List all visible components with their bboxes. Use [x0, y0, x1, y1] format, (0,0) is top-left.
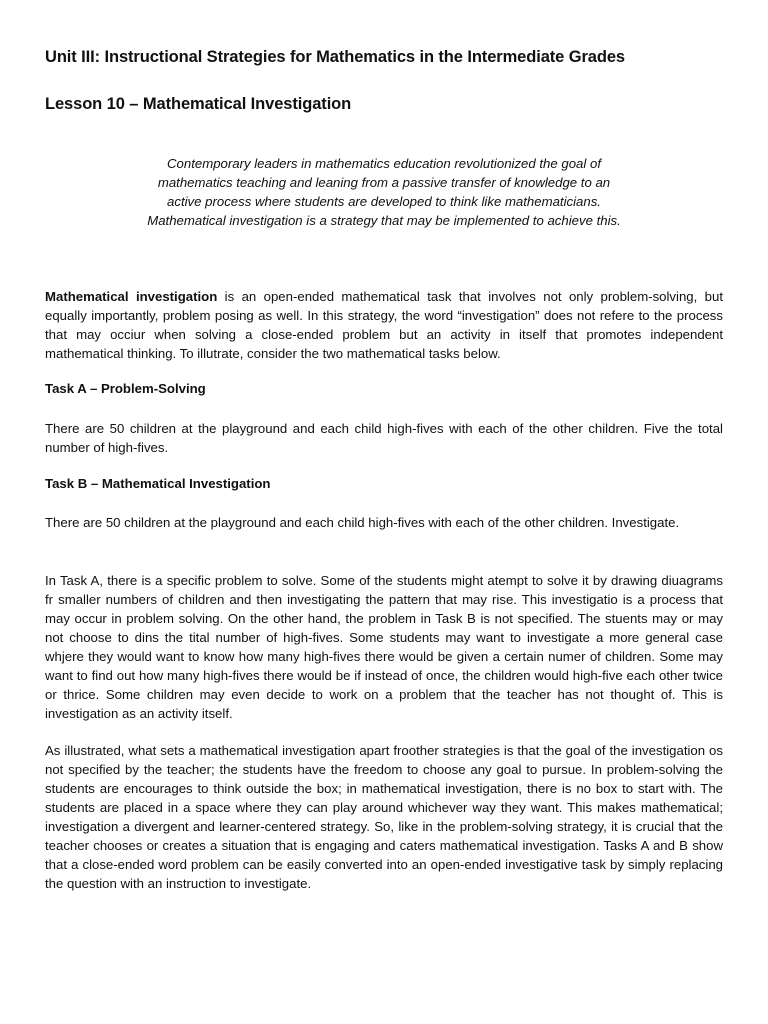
paragraph-conclusion: As illustrated, what sets a mathematical investigation apart froother strategies is that the goal of the investigation os not specified by the teacher; the students have the freedom to choose any goal to pursue. In problem-solving the students are encourages to think outside the box; in mathematical investigation, there is no box to start with. The students are placed in a space where they can play around whichever way they want. This makes mathematical; investigation a divergent and learner-centered strategy. So, like in the problem-solving strategy, it is crucial that the teacher chooses or creates a situation that is engaging and caters mathematical investigation. Tasks A and B show that a close-ended word problem can be easily converted into an open-ended investigative task by simply replacing the question with an instruction to investigate. — [45, 743, 723, 891]
task-a-text: There are 50 children at the playground and each child high-fives with each of the other children. Five the total number of high-fives. — [45, 421, 723, 455]
task-a-heading: Task A – Problem-Solving — [45, 381, 206, 396]
unit-title: Unit III: Instructional Strategies for Mathematics in the Intermediate Grades — [45, 48, 626, 66]
epigraph: Contemporary leaders in mathematics education revolutionized the goal of mathematics teaching and leaning from a passive transfer of knowledge to an active process where students are developed to think like mathematicians. Mathematical investigation is a strategy that may be implemented to achieve this. — [147, 156, 621, 228]
paragraph-task-comparison: In Task A, there is a specific problem to solve. Some of the students might atempt to solve it by drawing diuagrams fr smaller numbers of children and then investigating the pattern that may rise. This investigatio is a process that may occur in problem solving. On the other hand, the problem in Task B is not specified. The stuents may or may not choose to dins the tital number of high-fives. Some students may want to investigate a more general case whjere they would want to know how many high-fives there would be given a certain numer of children. Some may want to find out how many high-fives there would be if instead of once, the children would high-five each other twice or thrice. Some children may even decide to work on a problem that the teacher has not thought of. This is investigation as an activity itself. — [45, 573, 723, 721]
intro-text: is an open-ended mathematical task that involves not only problem-solving, but equally importantly, problem posing as well. In this strategy, the word “investigation” does not refere to the process that may occiur when solving a close-ended problem but an activity in itself that promotes independent mathematical thinking. To illutrate, consider the two mathematical tasks below. — [45, 289, 724, 361]
lesson-title: Lesson 10 – Mathematical Investigation — [45, 95, 352, 113]
task-b-text: There are 50 children at the playground and each child high-fives with each of the other children. Investigate. — [45, 515, 680, 530]
intro-bold-term: Mathematical investigation — [45, 289, 218, 304]
task-b-heading: Task B – Mathematical Investigation — [45, 476, 271, 491]
intro-paragraph — [45, 287, 723, 363]
